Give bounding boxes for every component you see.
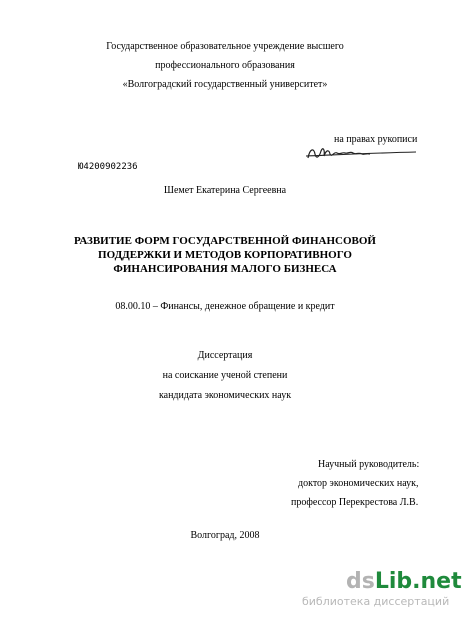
institution-line-1: Государственное образовательное учреждение высшего: [106, 41, 344, 52]
title-line-1: РАЗВИТИЕ ФОРМ ГОСУДАРСТВЕННОЙ ФИНАНСОВОЙ: [74, 235, 376, 247]
rights-label: на правах рукописи: [334, 134, 418, 145]
institution-line-2: профессионального образования: [155, 60, 295, 71]
watermark-logo-prefix: ds: [346, 569, 375, 594]
institution-line-3: «Волгоградский государственный университет»: [122, 79, 328, 90]
watermark-logo-suffix: Lib.net: [374, 569, 462, 594]
watermark-subtitle: библиотека диссертаций: [302, 595, 450, 608]
title-line-2: ПОДДЕРЖКИ И МЕТОДОВ КОРПОРАТИВНОГО: [98, 249, 352, 261]
title-line-3: ФИНАНСИРОВАНИЯ МАЛОГО БИЗНЕСА: [113, 263, 337, 275]
watermark-logo: [346, 570, 462, 594]
supervisor-line-2: профессор Перекрестова Л.В.: [291, 497, 419, 508]
author-name: Шемет Екатерина Сергеевна: [163, 185, 287, 196]
degree-line-3: кандидата экономических наук: [158, 390, 292, 401]
degree-line-2: на соискание ученой степени: [162, 370, 288, 381]
signature: [302, 144, 422, 164]
specialty: 08.00.10 – Финансы, денежное обращение и кредит: [115, 301, 335, 312]
degree-line-1: Диссертация: [197, 350, 253, 361]
supervisor-line-1: доктор экономических наук,: [298, 478, 419, 489]
registration-code: Ю4200902236: [78, 162, 138, 172]
supervisor-label: Научный руководитель:: [318, 459, 420, 470]
signature-graphic: [302, 144, 422, 164]
city-year: Волгоград, 2008: [190, 530, 260, 541]
